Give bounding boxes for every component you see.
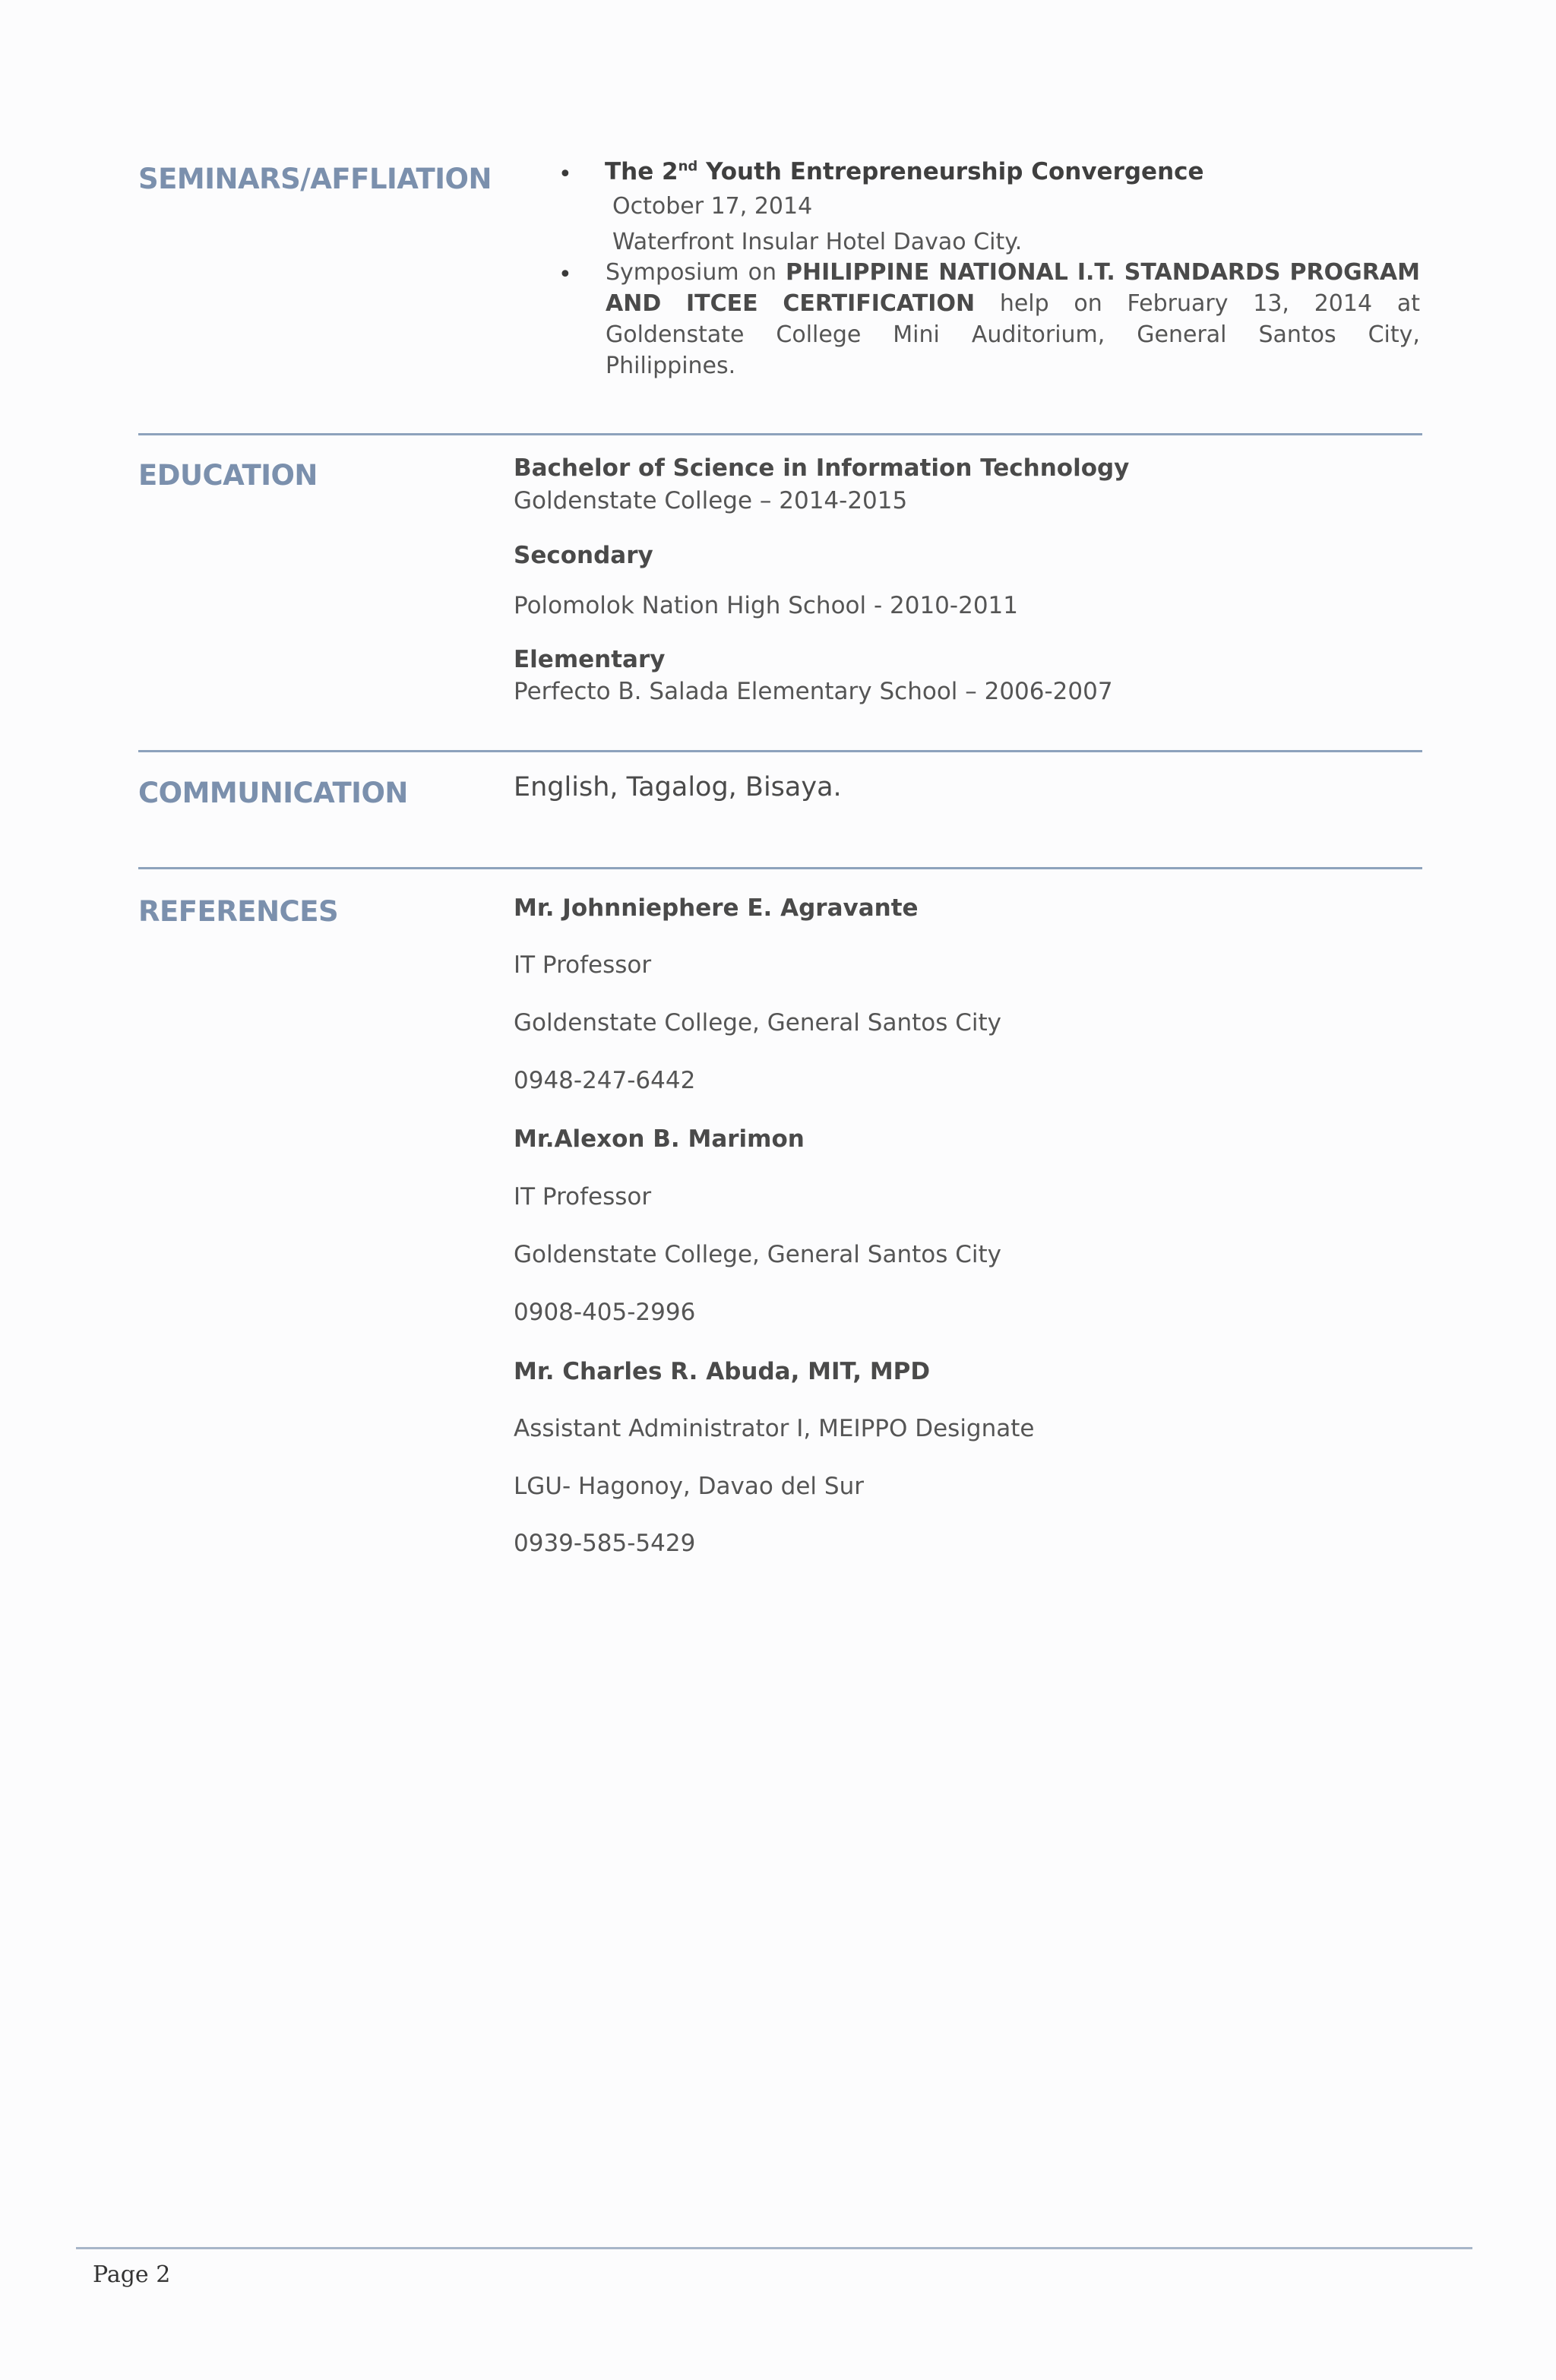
section-divider: [138, 867, 1422, 869]
word: General: [1137, 321, 1227, 348]
word: on: [1074, 290, 1102, 317]
reference-title: Assistant Administrator I, MEIPPO Designate: [514, 1415, 1035, 1442]
seminar-1-date: October 17, 2014: [612, 193, 813, 220]
seminar-1-title-pre: The 2: [605, 158, 678, 185]
reference-name: Mr. Johnniephere E. Agravante: [514, 894, 919, 922]
word: ITCEE: [685, 290, 758, 317]
word: Auditorium,: [971, 321, 1105, 348]
word: 13,: [1253, 290, 1289, 317]
languages: English, Tagalog, Bisaya.: [514, 772, 842, 802]
word: STANDARDS: [1124, 259, 1281, 286]
word: NATIONAL: [938, 259, 1068, 286]
word: City,: [1368, 321, 1420, 348]
section-divider: [138, 750, 1422, 752]
seminar-2-line-3: [606, 321, 1420, 348]
word: PHILIPPINE: [786, 259, 930, 286]
word: 2014: [1314, 290, 1373, 317]
word: Mini: [893, 321, 940, 348]
reference-phone: 0908-405-2996: [514, 1299, 696, 1326]
footer-divider: [76, 2247, 1472, 2249]
education-heading: EDUCATION: [138, 459, 318, 492]
elementary-label: Elementary: [514, 646, 666, 673]
elementary-school: Perfecto B. Salada Elementary School – 2006-2007: [514, 678, 1113, 705]
word: on: [748, 259, 776, 286]
seminars-heading: SEMINARS/AFFLIATION: [138, 163, 492, 195]
page-number: Page 2: [93, 2261, 171, 2288]
word: help: [999, 290, 1049, 317]
reference-phone: 0948-247-6442: [514, 1067, 696, 1094]
seminar-1-venue: Waterfront Insular Hotel Davao City.: [612, 229, 1023, 255]
word: Santos: [1258, 321, 1336, 348]
word: Goldenstate: [606, 321, 745, 348]
secondary-school: Polomolok Nation High School - 2010-2011: [514, 592, 1018, 619]
word: PROGRAM: [1289, 259, 1420, 286]
seminar-2-line-2: [606, 290, 1420, 317]
degree-title: Bachelor of Science in Information Technology: [514, 454, 1130, 482]
reference-phone: 0939-585-5429: [514, 1530, 696, 1557]
word: I.T.: [1077, 259, 1115, 286]
reference-org: Goldenstate College, General Santos City: [514, 1009, 1001, 1037]
seminar-1-title-sup: nd: [678, 158, 698, 175]
word: AND: [606, 290, 662, 317]
word: February: [1127, 290, 1229, 317]
reference-name: Mr.Alexon B. Marimon: [514, 1125, 805, 1153]
reference-org: LGU- Hagonoy, Davao del Sur: [514, 1473, 864, 1500]
word: Symposium: [606, 259, 739, 286]
reference-title: IT Professor: [514, 1183, 652, 1211]
seminar-1-title: [605, 158, 1204, 185]
word: at: [1396, 290, 1420, 317]
reference-name: Mr. Charles R. Abuda, MIT, MPD: [514, 1358, 931, 1385]
reference-org: Goldenstate College, General Santos City: [514, 1241, 1001, 1268]
word: CERTIFICATION: [783, 290, 976, 317]
reference-title: IT Professor: [514, 951, 652, 979]
communication-heading: COMMUNICATION: [138, 777, 408, 809]
secondary-label: Secondary: [514, 542, 653, 569]
seminar-2-line-4: Philippines.: [606, 353, 736, 379]
college-name: Goldenstate College – 2014-2015: [514, 487, 908, 514]
seminar-2-line-1: [606, 259, 1420, 286]
section-divider: [138, 433, 1422, 435]
seminar-1-title-post: Youth Entrepreneurship Convergence: [697, 158, 1204, 185]
word: College: [776, 321, 862, 348]
bullet-icon: •: [558, 161, 572, 188]
bullet-icon: •: [558, 261, 572, 288]
references-heading: REFERENCES: [138, 895, 339, 928]
